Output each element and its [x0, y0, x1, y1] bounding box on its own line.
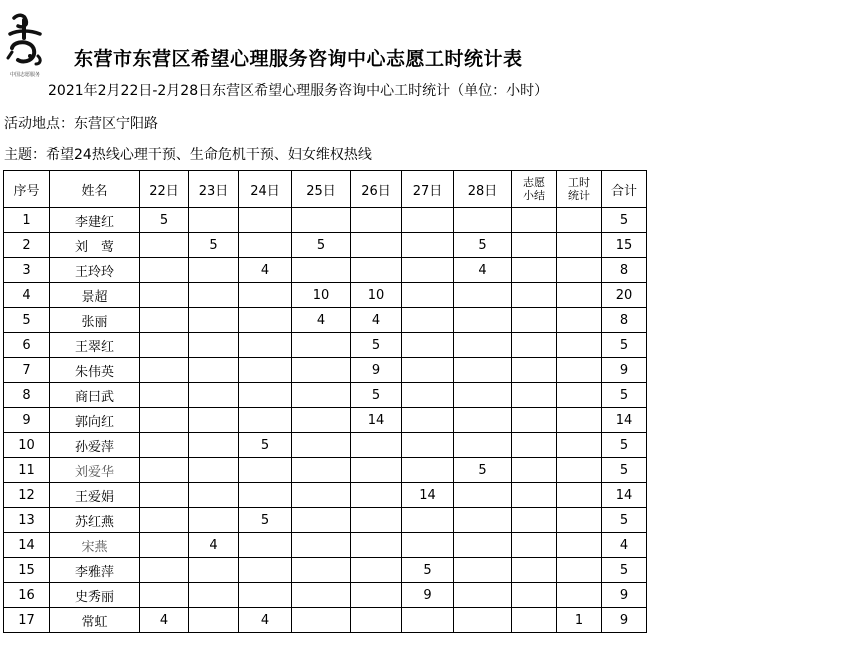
hours-cell	[512, 558, 557, 583]
column-header: 合计	[602, 171, 647, 208]
hours-cell	[512, 283, 557, 308]
table-row	[4, 333, 647, 358]
table-row	[4, 358, 647, 383]
hours-cell: 9	[351, 358, 402, 383]
hours-cell	[512, 508, 557, 533]
hours-cell	[140, 383, 189, 408]
hours-cell	[454, 533, 512, 558]
hours-cell	[292, 583, 351, 608]
hours-cell	[140, 583, 189, 608]
hours-cell	[557, 383, 602, 408]
hours-cell: 10	[292, 283, 351, 308]
table-row	[4, 208, 647, 233]
hours-cell	[189, 583, 239, 608]
volunteer-name: 商曰武	[50, 383, 140, 408]
volunteer-name: 朱伟英	[50, 358, 140, 383]
hours-cell	[454, 333, 512, 358]
hours-cell	[402, 508, 454, 533]
hours-cell	[140, 283, 189, 308]
hours-cell	[351, 533, 402, 558]
hours-cell	[512, 358, 557, 383]
volunteer-name: 王爱娟	[50, 483, 140, 508]
hours-cell	[402, 433, 454, 458]
volunteer-name: 李雅萍	[50, 558, 140, 583]
hours-cell	[351, 583, 402, 608]
table-row	[4, 408, 647, 433]
hours-cell	[512, 383, 557, 408]
hours-cell: 5	[402, 558, 454, 583]
hours-cell	[402, 533, 454, 558]
hours-cell	[351, 458, 402, 483]
volunteer-name: 孙爱萍	[50, 433, 140, 458]
hours-cell	[557, 483, 602, 508]
table-row	[4, 608, 647, 633]
hours-cell	[557, 508, 602, 533]
row-index: 8	[4, 383, 50, 408]
volunteer-name: 王翠红	[50, 333, 140, 358]
hours-cell: 5	[351, 383, 402, 408]
volunteer-name: 王玲玲	[50, 258, 140, 283]
hours-cell: 5	[189, 233, 239, 258]
activity-location: 活动地点：东营区宁阳路	[4, 116, 158, 132]
row-index: 4	[4, 283, 50, 308]
hours-cell	[351, 433, 402, 458]
hours-cell	[402, 283, 454, 308]
hours-cell	[402, 358, 454, 383]
column-header: 28日	[454, 171, 512, 208]
table-body	[4, 208, 647, 633]
hours-cell: 9	[602, 583, 647, 608]
row-index: 10	[4, 433, 50, 458]
table-row	[4, 258, 647, 283]
row-index: 16	[4, 583, 50, 608]
logo-caption: 中国志愿服务	[9, 72, 41, 78]
hours-cell	[454, 583, 512, 608]
hours-cell: 5	[351, 333, 402, 358]
hours-cell	[454, 283, 512, 308]
hours-cell: 15	[602, 233, 647, 258]
table-row	[4, 558, 647, 583]
hours-cell	[454, 358, 512, 383]
hours-cell	[402, 333, 454, 358]
column-header: 工时 统计	[557, 171, 602, 208]
hours-cell	[557, 458, 602, 483]
table-row	[4, 433, 647, 458]
row-index: 12	[4, 483, 50, 508]
column-header: 序号	[4, 171, 50, 208]
hours-cell	[189, 608, 239, 633]
row-index: 14	[4, 533, 50, 558]
column-header: 23日	[189, 171, 239, 208]
table-row	[4, 233, 647, 258]
column-header: 26日	[351, 171, 402, 208]
hours-cell	[402, 208, 454, 233]
hours-cell	[351, 608, 402, 633]
hours-cell	[557, 208, 602, 233]
hours-cell	[239, 408, 292, 433]
hours-cell	[512, 233, 557, 258]
volunteer-name: 刘爱华	[50, 458, 140, 483]
hours-cell	[189, 358, 239, 383]
hours-cell: 4	[239, 608, 292, 633]
hours-cell: 4	[140, 608, 189, 633]
row-index: 15	[4, 558, 50, 583]
hours-cell: 5	[239, 508, 292, 533]
hours-cell	[239, 283, 292, 308]
hours-cell	[189, 483, 239, 508]
column-header: 25日	[292, 171, 351, 208]
hours-cell	[189, 558, 239, 583]
hours-cell: 4	[351, 308, 402, 333]
hours-cell	[189, 258, 239, 283]
hours-cell	[402, 408, 454, 433]
row-index: 6	[4, 333, 50, 358]
hours-cell	[140, 508, 189, 533]
hours-cell	[454, 208, 512, 233]
hours-cell	[239, 383, 292, 408]
hours-cell: 5	[602, 458, 647, 483]
hours-cell	[351, 208, 402, 233]
hours-cell	[189, 308, 239, 333]
column-header: 志愿 小结	[512, 171, 557, 208]
row-index: 13	[4, 508, 50, 533]
hours-cell: 5	[602, 333, 647, 358]
hours-cell	[239, 533, 292, 558]
hours-cell	[402, 233, 454, 258]
hours-cell	[557, 308, 602, 333]
column-header: 27日	[402, 171, 454, 208]
table-row	[4, 458, 647, 483]
hours-cell	[292, 483, 351, 508]
hours-cell: 4	[602, 533, 647, 558]
hours-cell	[512, 608, 557, 633]
hours-cell	[292, 408, 351, 433]
table-row	[4, 583, 647, 608]
volunteer-logo-icon	[4, 10, 46, 80]
row-index: 1	[4, 208, 50, 233]
volunteer-name: 史秀丽	[50, 583, 140, 608]
hours-cell	[512, 258, 557, 283]
row-index: 9	[4, 408, 50, 433]
hours-cell	[239, 583, 292, 608]
hours-cell	[292, 558, 351, 583]
hours-cell	[140, 458, 189, 483]
hours-cell	[557, 358, 602, 383]
hours-cell	[292, 358, 351, 383]
row-index: 3	[4, 258, 50, 283]
hours-cell	[557, 533, 602, 558]
hours-cell	[239, 333, 292, 358]
column-header: 22日	[140, 171, 189, 208]
table-row	[4, 283, 647, 308]
hours-cell	[292, 208, 351, 233]
volunteer-name: 景超	[50, 283, 140, 308]
hours-cell	[557, 558, 602, 583]
hours-cell	[140, 233, 189, 258]
hours-cell: 14	[602, 483, 647, 508]
page-title: 东营市东营区希望心理服务咨询中心志愿工时统计表	[74, 48, 523, 70]
table-row	[4, 383, 647, 408]
hours-cell: 9	[402, 583, 454, 608]
hours-cell	[454, 483, 512, 508]
hours-cell: 1	[557, 608, 602, 633]
hours-cell	[292, 383, 351, 408]
hours-cell: 5	[454, 458, 512, 483]
hours-cell	[512, 583, 557, 608]
hours-cell	[140, 258, 189, 283]
hours-cell	[454, 608, 512, 633]
table-row	[4, 483, 647, 508]
hours-cell	[402, 458, 454, 483]
volunteer-name: 张丽	[50, 308, 140, 333]
volunteer-name: 刘 莺	[50, 233, 140, 258]
hours-cell	[140, 408, 189, 433]
hours-cell: 5	[140, 208, 189, 233]
volunteer-name: 郭向红	[50, 408, 140, 433]
hours-cell: 5	[292, 233, 351, 258]
activity-topic: 主题：希望24热线心理干预、生命危机干预、妇女维权热线	[4, 147, 372, 163]
hours-cell: 5	[454, 233, 512, 258]
hours-cell	[454, 433, 512, 458]
row-index: 7	[4, 358, 50, 383]
hours-cell	[512, 308, 557, 333]
hours-cell	[140, 333, 189, 358]
hours-cell	[292, 533, 351, 558]
hours-cell	[140, 358, 189, 383]
hours-cell	[557, 233, 602, 258]
table-header-row	[4, 171, 647, 208]
hours-cell	[454, 508, 512, 533]
hours-cell	[189, 408, 239, 433]
hours-cell: 5	[602, 508, 647, 533]
hours-cell: 5	[602, 383, 647, 408]
hours-cell	[402, 308, 454, 333]
hours-cell	[351, 508, 402, 533]
hours-cell	[189, 458, 239, 483]
hours-cell	[140, 483, 189, 508]
hours-cell	[512, 533, 557, 558]
hours-cell	[292, 258, 351, 283]
hours-cell: 5	[239, 433, 292, 458]
hours-cell: 10	[351, 283, 402, 308]
hours-cell	[140, 533, 189, 558]
hours-cell	[189, 508, 239, 533]
hours-cell	[239, 358, 292, 383]
hours-cell	[402, 608, 454, 633]
hours-cell	[557, 258, 602, 283]
hours-cell	[239, 483, 292, 508]
hours-cell	[454, 308, 512, 333]
hours-cell	[351, 558, 402, 583]
volunteer-name: 李建红	[50, 208, 140, 233]
hours-cell: 4	[292, 308, 351, 333]
hours-cell: 9	[602, 358, 647, 383]
hours-cell	[351, 258, 402, 283]
hours-cell	[512, 433, 557, 458]
hours-cell	[454, 558, 512, 583]
hours-cell	[239, 558, 292, 583]
hours-cell	[351, 483, 402, 508]
hours-cell	[140, 558, 189, 583]
row-index: 11	[4, 458, 50, 483]
hours-cell: 4	[454, 258, 512, 283]
hours-cell: 4	[239, 258, 292, 283]
hours-cell	[189, 383, 239, 408]
table-row	[4, 308, 647, 333]
hours-cell	[557, 433, 602, 458]
table-row	[4, 533, 647, 558]
hours-cell	[557, 333, 602, 358]
hours-cell	[239, 308, 292, 333]
hours-cell	[351, 233, 402, 258]
hours-cell	[402, 383, 454, 408]
hours-cell	[239, 458, 292, 483]
hours-cell	[402, 258, 454, 283]
row-index: 5	[4, 308, 50, 333]
hours-cell: 8	[602, 308, 647, 333]
column-header: 24日	[239, 171, 292, 208]
column-header: 姓名	[50, 171, 140, 208]
hours-cell	[292, 458, 351, 483]
hours-cell	[239, 208, 292, 233]
hours-cell	[239, 233, 292, 258]
volunteer-name: 宋燕	[50, 533, 140, 558]
hours-cell: 20	[602, 283, 647, 308]
hours-cell: 4	[189, 533, 239, 558]
hours-cell	[189, 208, 239, 233]
hours-cell	[557, 583, 602, 608]
hours-cell	[557, 283, 602, 308]
hours-cell	[189, 283, 239, 308]
hours-cell	[140, 308, 189, 333]
hours-cell	[292, 433, 351, 458]
hours-cell	[189, 433, 239, 458]
hours-cell	[292, 608, 351, 633]
hours-cell: 5	[602, 433, 647, 458]
hours-cell	[454, 383, 512, 408]
hours-cell	[512, 333, 557, 358]
hours-cell	[292, 508, 351, 533]
hours-cell	[512, 408, 557, 433]
hours-cell	[189, 333, 239, 358]
hours-cell	[512, 483, 557, 508]
hours-cell: 14	[351, 408, 402, 433]
hours-cell: 8	[602, 258, 647, 283]
volunteer-hours-table	[3, 170, 647, 633]
volunteer-name: 常虹	[50, 608, 140, 633]
hours-cell	[512, 458, 557, 483]
hours-cell: 14	[602, 408, 647, 433]
hours-cell	[292, 333, 351, 358]
hours-cell	[454, 408, 512, 433]
hours-cell: 9	[602, 608, 647, 633]
hours-cell: 5	[602, 558, 647, 583]
hours-cell: 5	[602, 208, 647, 233]
hours-cell	[557, 408, 602, 433]
hours-cell	[140, 433, 189, 458]
page-subtitle: 2021年2月22日-2月28日东营区希望心理服务咨询中心工时统计（单位：小时）	[48, 83, 549, 99]
table-row	[4, 508, 647, 533]
hours-cell: 14	[402, 483, 454, 508]
row-index: 17	[4, 608, 50, 633]
hours-cell	[512, 208, 557, 233]
volunteer-name: 苏红燕	[50, 508, 140, 533]
row-index: 2	[4, 233, 50, 258]
